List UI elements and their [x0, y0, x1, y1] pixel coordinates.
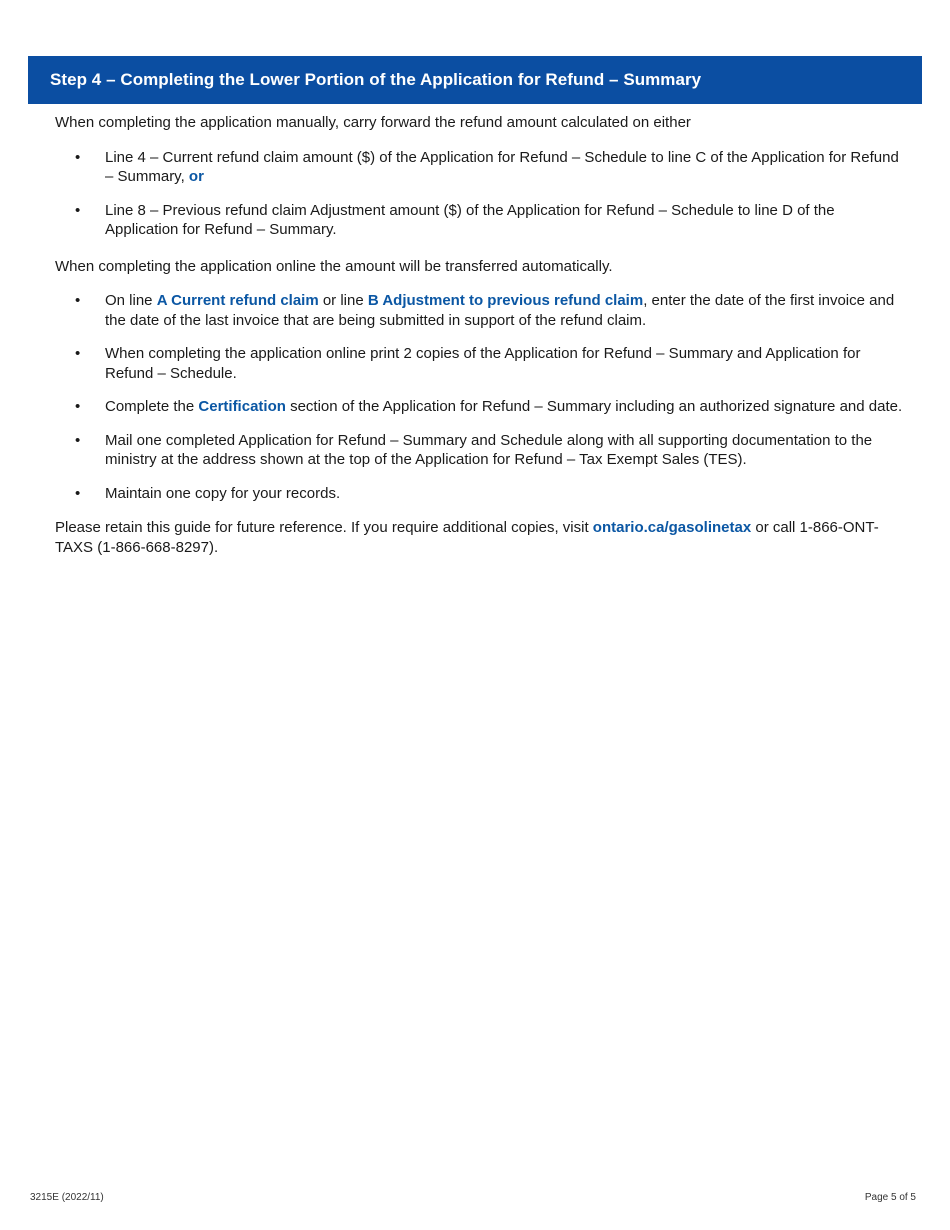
certification-reference: Certification	[198, 398, 286, 415]
list-item	[55, 344, 905, 383]
website-link[interactable]: ontario.ca/gasolinetax	[592, 519, 752, 536]
bullet-icon: •	[75, 345, 81, 362]
list-item	[55, 397, 905, 417]
list-item-text: Complete the	[105, 398, 199, 415]
emphasis-or: or	[188, 168, 204, 185]
list-item-text: When completing the application online print 2 copies of the Application for Refund – Summary and Application for Refund – Schedule.	[105, 345, 861, 382]
list-item	[55, 201, 905, 240]
list-item-text: Mail one completed Application for Refund – Summary and Schedule along with all supporting documentation to the ministry at the address shown at the top of the Application for Refund – Tax Exempt Sales (TES).	[105, 431, 873, 468]
line-b-reference: B Adjustment to previous refund claim	[367, 292, 644, 309]
bullet-icon: •	[75, 201, 81, 219]
list-item	[55, 431, 905, 470]
closing-paragraph	[55, 518, 905, 557]
bullet-icon: •	[75, 484, 81, 502]
bullet-icon: •	[75, 398, 81, 415]
list-item-text: Line 4 – Current refund claim amount ($) of the Application for Refund – Schedule to line C of the Application for Refund – Summary,	[105, 148, 899, 185]
list-item-text: Line 8 – Previous refund claim Adjustment amount ($) of the Application for Refund – Schedule to line D of the Application for Refund – Summary.	[105, 201, 835, 238]
online-list	[55, 291, 905, 503]
section-header-banner	[28, 56, 922, 104]
list-item-text: On line	[105, 292, 157, 309]
list-item	[55, 484, 905, 504]
section-body	[55, 113, 905, 557]
line-a-reference: A Current refund claim	[156, 292, 319, 309]
bullet-icon: •	[75, 292, 81, 309]
closing-text: or call 1-866-ONT-TAXS (1-866-668-8297).	[55, 519, 879, 556]
list-item-text: or line	[318, 292, 368, 309]
intro-online-paragraph: When completing the application online the amount will be transferred automatically.	[55, 257, 613, 275]
bullet-icon: •	[75, 148, 81, 166]
list-item	[55, 148, 905, 187]
intro-manual-paragraph: When completing the application manually, carry forward the refund amount calculated on either	[55, 114, 691, 131]
section-title: Step 4 – Completing the Lower Portion of the Application for Refund – Summary	[50, 70, 702, 89]
form-number: 3215E (2022/11)	[30, 1192, 104, 1203]
list-item	[55, 291, 905, 330]
bullet-icon: •	[75, 431, 81, 449]
list-item-text: Maintain one copy for your records.	[105, 484, 341, 502]
list-item-text: , enter the date of the first invoice and the date of the last invoice that are being submitted in support of the refund claim.	[105, 292, 895, 329]
closing-text: Please retain this guide for future reference. If you require additional copies, visit	[55, 519, 593, 536]
manual-list	[55, 148, 905, 240]
list-item-text: section of the Application for Refund – Summary including an authorized signature and date.	[285, 398, 903, 415]
page-number: Page 5 of 5	[864, 1192, 916, 1203]
